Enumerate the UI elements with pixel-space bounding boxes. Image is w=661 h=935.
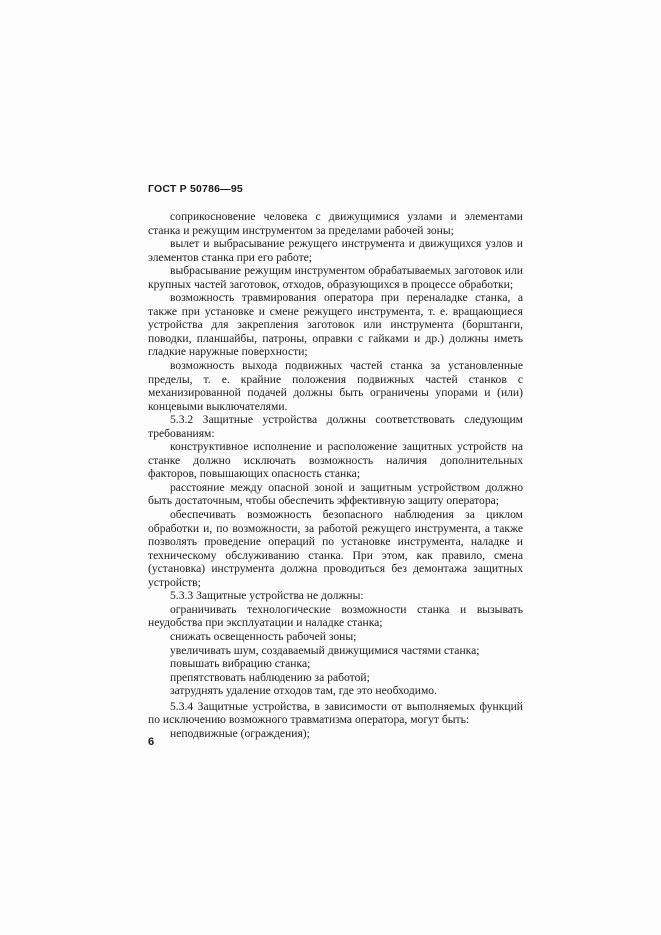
paragraph: вылет и выбрасывание режущего инструмента и движущихся узлов и элементов станка при его работе; xyxy=(148,237,523,264)
paragraph: возможность травмирования оператора при переналадке станка, а также при установке и смене режущего инструмента, т. е. вращающиеся устройства для закрепления заготовок или инструмента (борштанги, поводки, планшайбы, патроны, оправки с гайками и др.) должны иметь гладкие наружные поверхности; xyxy=(148,291,523,359)
page-number: 6 xyxy=(148,736,155,748)
paragraph: обеспечивать возможность безопасного наблюдения за циклом обработки и, по возможности, за работой режущего инструмента, а также позволять проведение операций по установке инструмента, наладке и техническому обслуживанию станка. При этом, как правило, смена (установка) инструмента должна проводиться без демонтажа защитных устройств; xyxy=(148,508,523,589)
document-header: ГОСТ Р 50786—95 xyxy=(148,183,243,195)
section-5-3-3-paragraph: 5.3.3 Защитные устройства не должны: xyxy=(170,589,364,603)
paragraph: расстояние между опасной зоной и защитным устройством должно быть достаточным, чтобы обеспечить эффективную защиту оператора; xyxy=(148,480,523,508)
paragraph: неподвижные (ограждения); xyxy=(170,726,310,740)
paragraph: соприкосновение человека с движущимися узлами и элементами станка и режущим инструментом за пределами рабочей зоны; xyxy=(148,210,523,237)
paragraph: возможность выхода подвижных частей станка за установленные пределы, т. е. крайние положения подвижных частей станков с механизированной подачей должны быть ограничены упорами и (или) концевыми выключателями. xyxy=(148,359,523,413)
paragraph: препятствовать наблюдению за работой; xyxy=(170,670,370,684)
paragraph: выбрасывание режущим инструментом обрабатываемых заготовок или крупных частей заготовок, отходов, образующихся в процессе обработки; xyxy=(148,264,523,291)
paragraph: повышать вибрацию станка; xyxy=(170,657,311,671)
section-5-3-2-paragraph: 5.3.2 Защитные устройства должны соответствовать следующим требованиям: xyxy=(148,413,523,440)
paragraph: конструктивное исполнение и расположение защитных устройств на станке должно исключать возможность наличия дополнительных факторов, повышающих опасность станка; xyxy=(148,440,523,481)
paragraph: затруднять удаление отходов там, где это необходимо. xyxy=(170,684,437,698)
paragraph: ограничивать технологические возможности станка и вызывать неудобства при эксплуатации и наладке станка; xyxy=(148,602,523,630)
section-5-3-4-paragraph: 5.3.4 Защитные устройства, в зависимости от выполняемых функций по исключению возможного травматизма оператора, могут быть: xyxy=(148,699,523,727)
document-body xyxy=(148,210,523,740)
paragraph: снижать освещенность рабочей зоны; xyxy=(170,629,357,643)
paragraph: увеличивать шум, создаваемый движущимися частями станка; xyxy=(170,643,480,657)
